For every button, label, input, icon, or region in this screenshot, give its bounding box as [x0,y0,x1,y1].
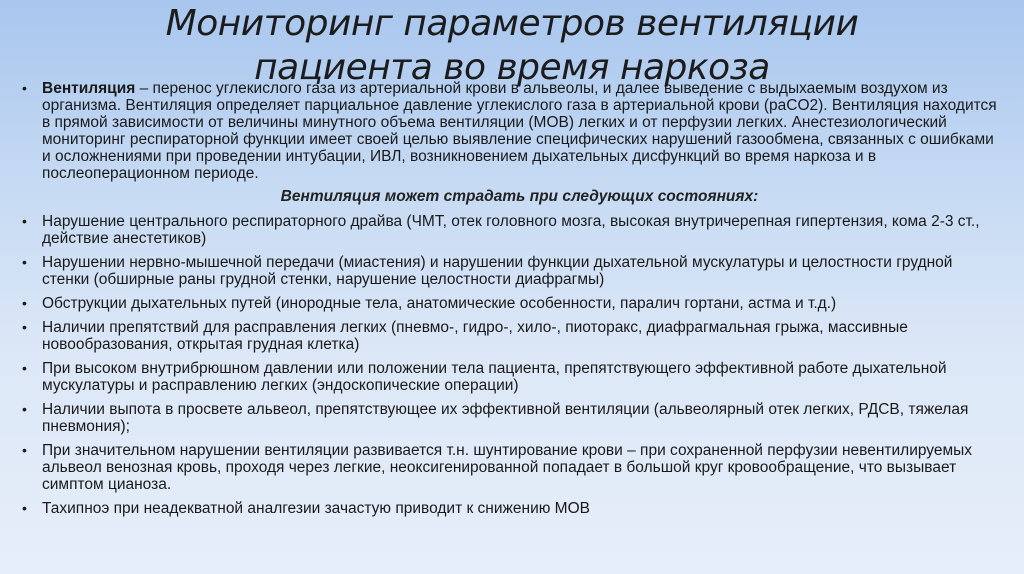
intro-paragraph [22,80,997,182]
intro-term: Вентиляция [42,80,136,97]
bullet-icon: • [22,360,27,376]
slide-title-line-1: Мониторинг параметров вентиляции [165,3,859,44]
list-item [22,295,997,312]
intro-text: – перенос углекислого газа из артериальной крови в альвеолы, и далее выведение с выдыхаемым воздухом из организма. Вентиляция определяет парциальное давление углекислого газа в артериальной крови (paCO2). Вентиляция находится в прямой зависимости от величины минутного объема вентиляции (МОВ) легких и от перфузии легких. Анестезиологический мониторинг респираторной функции имеет своей целью выявление специфических нарушений газообмена, связанных с ошибками и осложнениями при проведении интубации, ИВЛ, возникновением дыхательных дисфункций во время наркоза и в послеоперационном периоде. [42,80,997,182]
slide-title-line-2: пациента во время наркоза [254,47,770,88]
list-item [22,442,997,493]
bullet-icon: • [22,213,27,229]
list-item-text: Нарушении нервно-мышечной передачи (миастения) и нарушении функции дыхательной мускулатуры и целостности грудной стенки (обширные раны грудной стенки, нарушение целостности диафрагмы) [42,254,953,288]
list-item-text: Наличии выпота в просвете альвеол, препятствующее их эффективной вентиляции (альвеолярный отек легких, РДСВ, тяжелая пневмония); [42,401,969,435]
conditions-subheading: Вентиляция может страдать при следующих состояниях: [280,188,759,205]
list-item [22,213,997,247]
list-item [22,319,997,353]
list-item [22,254,997,288]
list-item [22,500,997,517]
list-item-text: При высоком внутрибрюшном давлении или положении тела пациента, препятствующего эффективной работе дыхательной мускулатуры и расправлению легких (эндоскопические операции) [42,360,947,394]
bullet-icon: • [22,401,27,417]
bullet-icon: • [22,80,27,96]
list-item-text: Нарушение центрального респираторного драйва (ЧМТ, отек головного мозга, высокая внутричерепная гипертензия, кома 2-3 ст., действие анестетиков) [42,213,980,247]
slide-content [22,80,997,524]
list-item-text: Обструкции дыхательных путей (инородные тела, анатомические особенности, паралич гортани, астма и т.д.) [42,295,837,312]
bullet-icon: • [22,319,27,335]
list-item [22,401,997,435]
bullet-icon: • [22,442,27,458]
list-item-text: Тахипноэ при неадекватной аналгезии зачастую приводит к снижению МОВ [42,500,590,517]
conditions-list [22,213,997,517]
bullet-icon: • [22,295,27,311]
list-item [22,360,997,394]
bullet-icon: • [22,500,27,516]
list-item-text: Наличии препятствий для расправления легких (пневмо-, гидро-, хило-, пиоторакс, диафрагмальная грыжа, массивные новообразования, открытая грудная клетка) [42,319,908,353]
list-item-text: При значительном нарушении вентиляции развивается т.н. шунтирование крови – при сохраненной перфузии невентилируемых альвеол венозная кровь, проходя через легкие, неоксигенированной попадает в большой круг кровообращение, что вызывает симптом цианоза. [42,442,973,493]
slide-title [0,2,1024,90]
bullet-icon: • [22,254,27,270]
